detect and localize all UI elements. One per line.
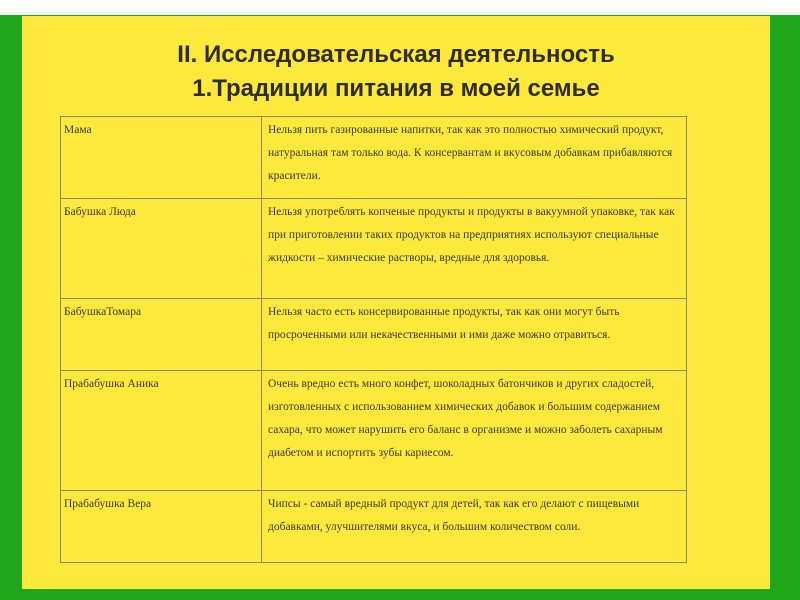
title-line-2: 1.Традиции питания в моей семье <box>192 75 600 102</box>
table-row <box>61 491 687 563</box>
content-panel <box>22 16 770 589</box>
table-row <box>61 117 687 199</box>
person-cell: Прабабушка Вера <box>61 491 262 563</box>
family-traditions-table <box>60 116 687 563</box>
title-line-1: II. Исследовательская деятельность <box>177 41 615 68</box>
tradition-cell: Нельзя употреблять копченые продукты и продукты в вакуумной упаковке, так как при приготовлении таких продуктов на предприятиях используют специальные жидкости – химические растворы, вредные для здоровья. <box>262 199 687 299</box>
slide-title <box>22 38 770 106</box>
tradition-cell: Чипсы - самый вредный продукт для детей, так как его делают с пищевыми добавками, улучшителями вкуса, и большим количеством соли. <box>262 491 687 563</box>
table-row <box>61 299 687 371</box>
tradition-cell: Нельзя пить газированные напитки, так как это полностью химический продукт, натуральная там только вода. К консервантам и вкусовым добавкам прибавляются красители. <box>262 117 687 199</box>
tradition-cell: Очень вредно есть много конфет, шоколадных батончиков и других сладостей, изготовленных с использованием химических добавок и большим содержанием сахара, что может нарушить его баланс в организме и можно заболеть сахарным диабетом и испортить зубы кариесом. <box>262 371 687 491</box>
table-row <box>61 371 687 491</box>
slide-background <box>0 15 800 600</box>
tradition-cell: Нельзя часто есть консервированные продукты, так как они могут быть просроченными или некачественными и ими даже можно отравиться. <box>262 299 687 371</box>
person-cell: Мама <box>61 117 262 199</box>
table-row <box>61 199 687 299</box>
person-cell: Бабушка Люда <box>61 199 262 299</box>
person-cell: Прабабушка Аника <box>61 371 262 491</box>
person-cell: БабушкаТомара <box>61 299 262 371</box>
